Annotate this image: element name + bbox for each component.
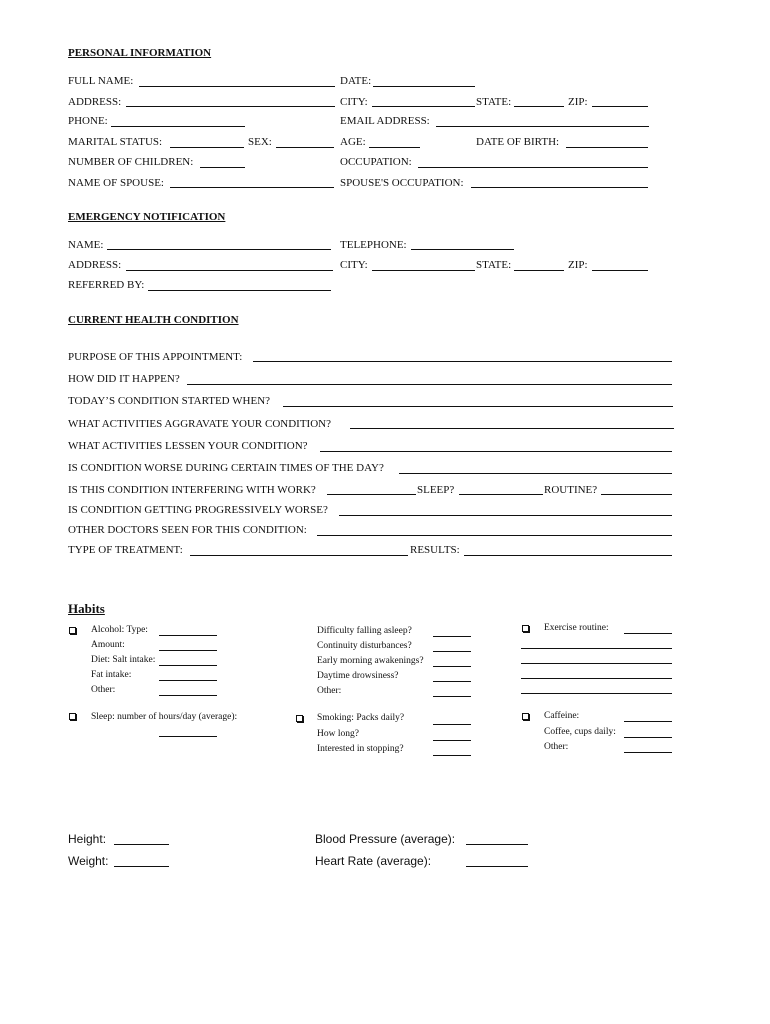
emergency-name-field[interactable] <box>107 249 331 250</box>
phone-label: PHONE: <box>68 115 108 127</box>
exercise-line-4[interactable] <box>521 678 672 679</box>
purpose-label: PURPOSE OF THIS APPOINTMENT: <box>68 351 243 363</box>
exercise-line-2[interactable] <box>521 648 672 649</box>
alcohol-type-label: Alcohol: Type: <box>91 625 148 635</box>
email-label: EMAIL ADDRESS: <box>340 115 430 127</box>
diet-other-label: Other: <box>91 685 116 695</box>
coffee-cups-field[interactable] <box>624 737 672 738</box>
emergency-address-label: ADDRESS: <box>68 259 122 271</box>
full-name-label: FULL NAME: <box>68 75 134 87</box>
weight-field[interactable] <box>114 866 169 867</box>
email-field[interactable] <box>436 126 649 127</box>
alcohol-amount-field[interactable] <box>159 650 217 651</box>
state-field[interactable] <box>514 106 564 107</box>
routine-field[interactable] <box>601 494 672 495</box>
children-label: NUMBER OF CHILDREN: <box>68 156 194 168</box>
treatment-field[interactable] <box>190 555 408 556</box>
caffeine-other-label: Other: <box>544 742 569 752</box>
emergency-state-label: STATE: <box>476 259 512 271</box>
exercise-checkbox[interactable] <box>522 625 529 632</box>
address-field[interactable] <box>126 106 335 107</box>
sleep-hours-field[interactable] <box>159 736 217 737</box>
emergency-telephone-label: TELEPHONE: <box>340 239 407 251</box>
zip-label: ZIP: <box>568 96 588 108</box>
occupation-field[interactable] <box>418 167 648 168</box>
city-field[interactable] <box>372 106 475 107</box>
spouse-field[interactable] <box>170 187 334 188</box>
exercise-line-3[interactable] <box>521 663 672 664</box>
date-label: DATE: <box>340 75 372 87</box>
personal-info-heading: PERSONAL INFORMATION <box>68 47 212 59</box>
falling-asleep-label: Difficulty falling asleep? <box>317 626 412 636</box>
zip-field[interactable] <box>592 106 648 107</box>
age-label: AGE: <box>340 136 366 148</box>
referred-by-label: REFERRED BY: <box>68 279 145 291</box>
emergency-city-field[interactable] <box>372 270 475 271</box>
routine-label: ROUTINE? <box>544 484 598 496</box>
weight-label: Weight: <box>68 854 109 868</box>
sleep-hours-checkbox[interactable] <box>69 713 76 720</box>
interfering-work-label: IS THIS CONDITION INTERFERING WITH WORK? <box>68 484 316 496</box>
lessen-label: WHAT ACTIVITIES LESSEN YOUR CONDITION? <box>68 440 308 452</box>
spouse-occupation-label: SPOUSE'S OCCUPATION: <box>340 177 464 189</box>
exercise-routine-label: Exercise routine: <box>544 623 609 633</box>
emergency-state-field[interactable] <box>514 270 564 271</box>
spouse-occupation-field[interactable] <box>471 187 648 188</box>
dob-label: DATE OF BIRTH: <box>476 136 560 148</box>
habits-heading: Habits <box>68 601 105 616</box>
date-field[interactable] <box>373 86 475 87</box>
smoking-checkbox[interactable] <box>296 715 303 722</box>
emergency-name-label: NAME: <box>68 239 104 251</box>
address-label: ADDRESS: <box>68 96 122 108</box>
alcohol-type-field[interactable] <box>159 635 217 636</box>
state-label: STATE: <box>476 96 512 108</box>
salt-intake-label: Diet: Salt intake: <box>91 655 156 665</box>
height-label: Height: <box>68 832 107 846</box>
results-label: RESULTS: <box>410 544 460 556</box>
caffeine-label: Caffeine: <box>544 711 580 721</box>
aggravate-field[interactable] <box>350 428 674 429</box>
falling-asleep-field[interactable] <box>433 636 471 637</box>
emergency-heading: EMERGENCY NOTIFICATION <box>68 211 226 223</box>
results-field[interactable] <box>464 555 672 556</box>
smoking-how-long-field[interactable] <box>433 740 471 741</box>
fat-intake-field[interactable] <box>159 680 217 681</box>
coffee-cups-label: Coffee, cups daily: <box>544 727 616 737</box>
worse-times-label: IS CONDITION WORSE DURING CERTAIN TIMES OF THE DAY? <box>68 462 384 474</box>
smoking-stopping-label: Interested in stopping? <box>317 744 404 754</box>
progressive-label: IS CONDITION GETTING PROGRESSIVELY WORSE? <box>68 504 328 516</box>
blood-pressure-label: Blood Pressure (average): <box>315 832 456 846</box>
smoking-stopping-field[interactable] <box>433 755 471 756</box>
daytime-drowsiness-field[interactable] <box>433 681 471 682</box>
interfering-work-field[interactable] <box>327 494 416 495</box>
treatment-label: TYPE OF TREATMENT: <box>68 544 183 556</box>
city-label: CITY: <box>340 96 368 108</box>
continuity-label: Continuity disturbances? <box>317 641 412 651</box>
smoking-packs-field[interactable] <box>433 724 471 725</box>
salt-intake-field[interactable] <box>159 665 217 666</box>
early-awakenings-label: Early morning awakenings? <box>317 656 424 666</box>
emergency-address-field[interactable] <box>126 270 333 271</box>
sleep-quality-other-field[interactable] <box>433 696 471 697</box>
condition-started-label: TODAY’S CONDITION STARTED WHEN? <box>68 395 271 407</box>
fat-intake-label: Fat intake: <box>91 670 132 680</box>
heart-rate-field[interactable] <box>466 866 528 867</box>
worse-times-field[interactable] <box>399 473 672 474</box>
age-field[interactable] <box>369 147 420 148</box>
blood-pressure-field[interactable] <box>466 844 528 845</box>
other-doctors-field[interactable] <box>317 535 672 536</box>
smoking-packs-label: Smoking: Packs daily? <box>317 713 405 723</box>
purpose-field[interactable] <box>253 361 672 362</box>
phone-field[interactable] <box>111 126 245 127</box>
height-field[interactable] <box>114 844 169 845</box>
dob-field[interactable] <box>566 147 648 148</box>
sleep-hours-label: Sleep: number of hours/day (average): <box>91 712 238 722</box>
alcohol-checkbox[interactable] <box>69 627 76 634</box>
other-doctors-label: OTHER DOCTORS SEEN FOR THIS CONDITION: <box>68 524 307 536</box>
heart-rate-label: Heart Rate (average): <box>315 854 432 868</box>
emergency-zip-field[interactable] <box>592 270 648 271</box>
progressive-field[interactable] <box>339 515 672 516</box>
daytime-drowsiness-label: Daytime drowsiness? <box>317 671 399 681</box>
marital-status-label: MARITAL STATUS: <box>68 136 163 148</box>
emergency-zip-label: ZIP: <box>568 259 588 271</box>
sex-field[interactable] <box>276 147 334 148</box>
caffeine-checkbox[interactable] <box>522 713 529 720</box>
how-happen-field[interactable] <box>187 384 672 385</box>
occupation-label: OCCUPATION: <box>340 156 412 168</box>
caffeine-other-field[interactable] <box>624 752 672 753</box>
continuity-field[interactable] <box>433 651 471 652</box>
marital-status-field[interactable] <box>170 147 244 148</box>
exercise-line-5[interactable] <box>521 693 672 694</box>
alcohol-amount-label: Amount: <box>91 640 125 650</box>
smoking-how-long-label: How long? <box>317 729 359 739</box>
referred-by-field[interactable] <box>148 290 331 291</box>
children-field[interactable] <box>200 167 245 168</box>
diet-other-field[interactable] <box>159 695 217 696</box>
emergency-telephone-field[interactable] <box>411 249 514 250</box>
full-name-field[interactable] <box>139 86 335 87</box>
spouse-label: NAME OF SPOUSE: <box>68 177 164 189</box>
early-awakenings-field[interactable] <box>433 666 471 667</box>
emergency-city-label: CITY: <box>340 259 368 271</box>
exercise-routine-field[interactable] <box>624 633 672 634</box>
health-heading: CURRENT HEALTH CONDITION <box>68 314 239 326</box>
condition-started-field[interactable] <box>283 406 673 407</box>
sex-label: SEX: <box>248 136 272 148</box>
aggravate-label: WHAT ACTIVITIES AGGRAVATE YOUR CONDITION? <box>68 418 331 430</box>
how-happen-label: HOW DID IT HAPPEN? <box>68 373 180 385</box>
caffeine-field[interactable] <box>624 721 672 722</box>
sleep-label: SLEEP? <box>417 484 455 496</box>
lessen-field[interactable] <box>320 451 672 452</box>
sleep-quality-other-label: Other: <box>317 686 342 696</box>
sleep-field[interactable] <box>459 494 543 495</box>
